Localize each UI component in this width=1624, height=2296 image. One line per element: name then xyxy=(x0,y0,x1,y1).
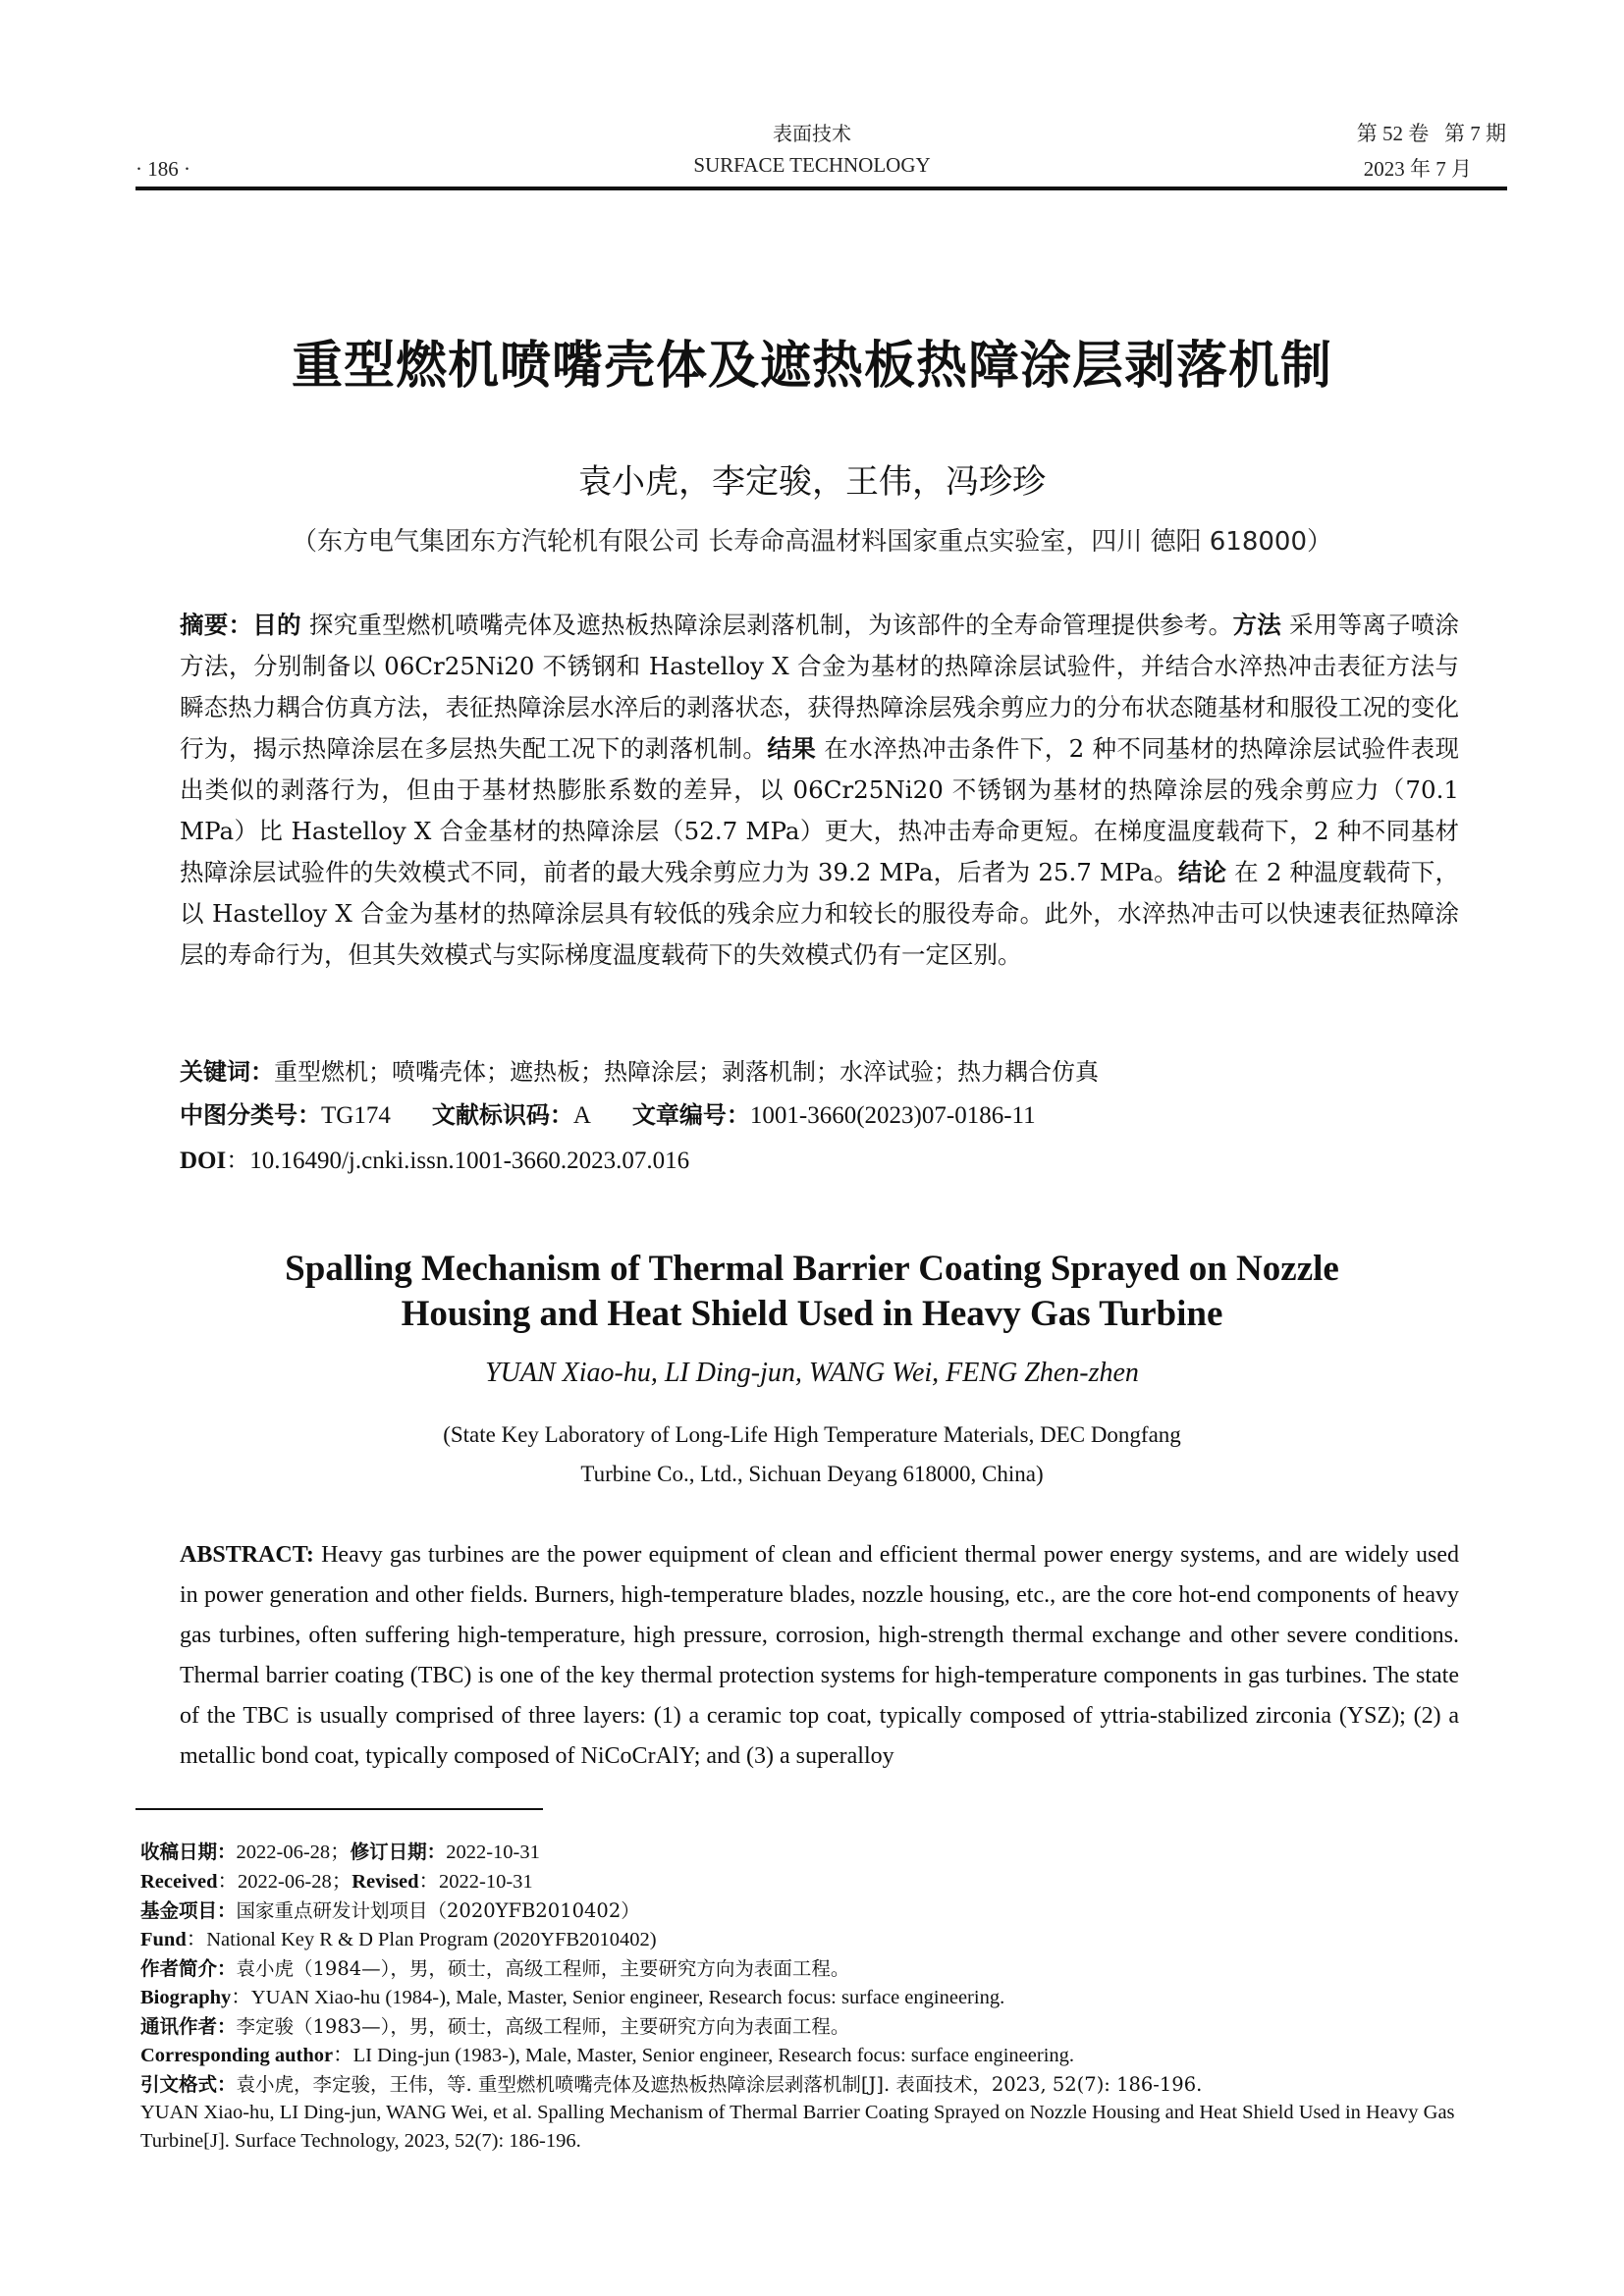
authors-en: YUAN Xiao-hu, LI Ding-jun, WANG Wei, FENG Zhen-zhen xyxy=(485,1358,1139,1388)
corresponding-en xyxy=(140,2041,1507,2070)
keywords xyxy=(180,1052,1099,1087)
paper-title-cn: 重型燃机喷嘴壳体及遮热板热障涂层剥落机制 xyxy=(291,337,1332,396)
classification-line xyxy=(180,1095,1036,1130)
article-number-label: 文章编号： xyxy=(631,1101,750,1129)
doc-code-value: A xyxy=(572,1102,591,1129)
biography-cn xyxy=(140,1954,1507,1983)
volume-issue: 第 52 卷 第 7 期 xyxy=(1356,122,1506,145)
doc-code-label: 文献标识码： xyxy=(431,1101,573,1129)
fund-en xyxy=(140,1925,1507,1954)
corresponding-cn xyxy=(140,2012,1507,2041)
doi-separator: ： xyxy=(226,1147,250,1174)
doi-label: DOI xyxy=(180,1148,227,1174)
abstract-en xyxy=(180,1535,1459,1777)
revised-en-value: ：2022-10-31 xyxy=(418,1871,533,1893)
abstract-cn-label: 摘要： xyxy=(180,611,253,639)
revised-cn-label: 修订日期： xyxy=(350,1841,447,1863)
doi-value[interactable]: 10.16490/j.cnki.issn.1001-3660.2023.07.016 xyxy=(249,1148,690,1174)
fund-cn xyxy=(140,1896,1507,1925)
affiliation-en-line1: (State Key Laboratory of Long-Life High Temperature Materials, DEC Dongfang xyxy=(443,1422,1181,1447)
biography-cn-label: 作者简介： xyxy=(140,1957,237,1980)
doi-line xyxy=(180,1141,689,1175)
method-text: 采用等离子喷涂方法，分别制备以 06Cr25Ni20 不锈钢和 Hastelloy X 合金为基材的热障涂层试验件，并结合水淬热冲击表征方法与瞬态热力耦合仿真方法，表征热障涂层水淬后的剥落状态，获得热障涂层残余剪应力的分布状态随基材和服役工况的变化行为，揭示热障涂层在多层热失配工况下的剥落机制。 xyxy=(180,611,1460,763)
purpose-label: 目的 xyxy=(252,611,301,639)
paper-title-en xyxy=(0,1247,1624,1337)
journal-title-cn: 表面技术 xyxy=(773,122,851,145)
page-number: · 186 · xyxy=(135,157,190,181)
received-cn xyxy=(140,1838,1507,1867)
citation-en: YUAN Xiao-hu, LI Ding-jun, WANG Wei, et al. Spalling Mechanism of Thermal Barrier Coating Sprayed on Nozzle Housing and Heat Shield Used in Heavy Gas Turbine[J]. Surface Technology, 2023, 52(7): 186-196. xyxy=(140,2102,1455,2152)
received-cn-value: 2022-06-28； xyxy=(236,1842,351,1863)
affiliation-en xyxy=(0,1415,1624,1494)
article-number-value: 1001-3660(2023)07-0186-11 xyxy=(749,1102,1036,1129)
authors-cn: 袁小虎，李定骏，王伟，冯珍珍 xyxy=(578,462,1046,502)
received-en xyxy=(140,1867,1507,1896)
received-cn-label: 收稿日期： xyxy=(140,1841,237,1863)
biography-en xyxy=(140,1983,1507,2012)
conclusion-text: 在 2 种温度载荷下，以 Hastelloy X 合金为基材的热障涂层具有较低的残余应力和较长的服役寿命。此外，水淬热冲击可以快速表征热障涂层的寿命行为，但其失效模式与实际梯度温度载荷下的失效模式仍有一定区别。 xyxy=(180,858,1460,969)
citation-cn-value: 袁小虎，李定骏，王伟，等. 重型燃机喷嘴壳体及遮热板热障涂层剥落机制[J]. 表面技术，2023, 52(7): 186-196. xyxy=(236,2073,1203,2096)
corresponding-cn-label: 通讯作者： xyxy=(140,2015,237,2038)
method-label: 方法 xyxy=(1232,611,1281,639)
fund-en-value: ：National Key R & D Plan Program (2020YFB2010402) xyxy=(186,1929,657,1950)
revised-en-label: Revised xyxy=(352,1871,419,1893)
journal-title-en: SURFACE TECHNOLOGY xyxy=(693,153,931,177)
biography-cn-value: 袁小虎（1984—），男，硕士，高级工程师，主要研究方向为表面工程。 xyxy=(236,1957,850,1980)
issue-date: 2023 年 7 月 xyxy=(1363,157,1472,181)
purpose-text: 探究重型燃机喷嘴壳体及遮热板热障涂层剥落机制，为该部件的全寿命管理提供参考。 xyxy=(300,611,1233,639)
paper-title-en-line1: Spalling Mechanism of Thermal Barrier Coating Sprayed on Nozzle xyxy=(285,1249,1339,1289)
clc-value: TG174 xyxy=(321,1102,391,1129)
revised-cn-value: 2022-10-31 xyxy=(446,1842,540,1863)
paper-title-en-line2: Housing and Heat Shield Used in Heavy Gas Turbine xyxy=(401,1294,1223,1334)
corresponding-en-label: Corresponding author xyxy=(140,2045,334,2066)
received-en-value: ：2022-06-28； xyxy=(217,1871,352,1893)
fund-en-label: Fund xyxy=(140,1929,187,1950)
keywords-label: 关键词： xyxy=(180,1058,274,1086)
received-en-label: Received xyxy=(140,1871,218,1893)
affiliation-en-line2: Turbine Co., Ltd., Sichuan Deyang 618000, China) xyxy=(580,1462,1044,1486)
result-label: 结果 xyxy=(767,734,817,763)
abstract-cn xyxy=(180,605,1459,976)
biography-en-label: Biography xyxy=(140,1987,232,2008)
result-text: 在水淬热冲击条件下，2 种不同基材的热障涂层试验件表现出类似的剥落行为，但由于基材热膨胀系数的差异，以 06Cr25Ni20 不锈钢为基材的热障涂层的残余剪应力（70.1 MPa）比 Hastelloy X 合金基材的热障涂层（52.7 MPa）更大，热冲击寿命更短。在梯度温度载荷下，2 种不同基材热障涂层试验件的失效模式不同，前者的最大残余剪应力为 39.2 MPa，后者为 25.7 MPa。 xyxy=(180,734,1459,886)
fund-cn-label: 基金项目： xyxy=(140,1899,237,1922)
keywords-text: 重型燃机；喷嘴壳体；遮热板；热障涂层；剥落机制；水淬试验；热力耦合仿真 xyxy=(274,1058,1099,1086)
corresponding-en-value: ：LI Ding-jun (1983-), Male, Master, Senior engineer, Research focus: surface engineering. xyxy=(333,2045,1075,2066)
fund-cn-value: 国家重点研发计划项目（2020YFB2010402） xyxy=(236,1899,640,1922)
footnotes xyxy=(140,1838,1507,2156)
biography-en-value: ：YUAN Xiao-hu (1984-), Male, Master, Senior engineer, Research focus: surface engineering. xyxy=(231,1987,1005,2008)
affiliation-cn: （东方电气集团东方汽轮机有限公司 长寿命高温材料国家重点实验室，四川 德阳 618000） xyxy=(291,527,1333,557)
citation-cn xyxy=(140,2070,1507,2099)
header-rule xyxy=(135,187,1507,190)
abstract-en-label: ABSTRACT: xyxy=(180,1542,314,1568)
abstract-en-text: Heavy gas turbines are the power equipment of clean and efficient thermal power energy systems, and are widely used in power generation and other fields. Burners, high-temperature blades, nozzle housing, etc., are the core hot-end components of heavy gas turbines, often suffering high-temperature, high pressure, corrosion, high-strength thermal exchange and other severe conditions. Thermal barrier coating (TBC) is one of the key thermal protection systems for high-temperature components in gas turbines. The state of the TBC is usually comprised of three layers: (1) a ceramic top coat, typically composed of yttria-stabilized zirconia (YSZ); (2) a metallic bond coat, typically composed of NiCoCrAlY; and (3) a superalloy xyxy=(180,1542,1459,1769)
citation-cn-label: 引文格式： xyxy=(140,2073,237,2096)
footnote-rule xyxy=(135,1808,543,1810)
conclusion-label: 结论 xyxy=(1177,858,1227,886)
clc-label: 中图分类号： xyxy=(180,1101,321,1129)
corresponding-cn-value: 李定骏（1983—），男，硕士，高级工程师，主要研究方向为表面工程。 xyxy=(236,2015,850,2038)
